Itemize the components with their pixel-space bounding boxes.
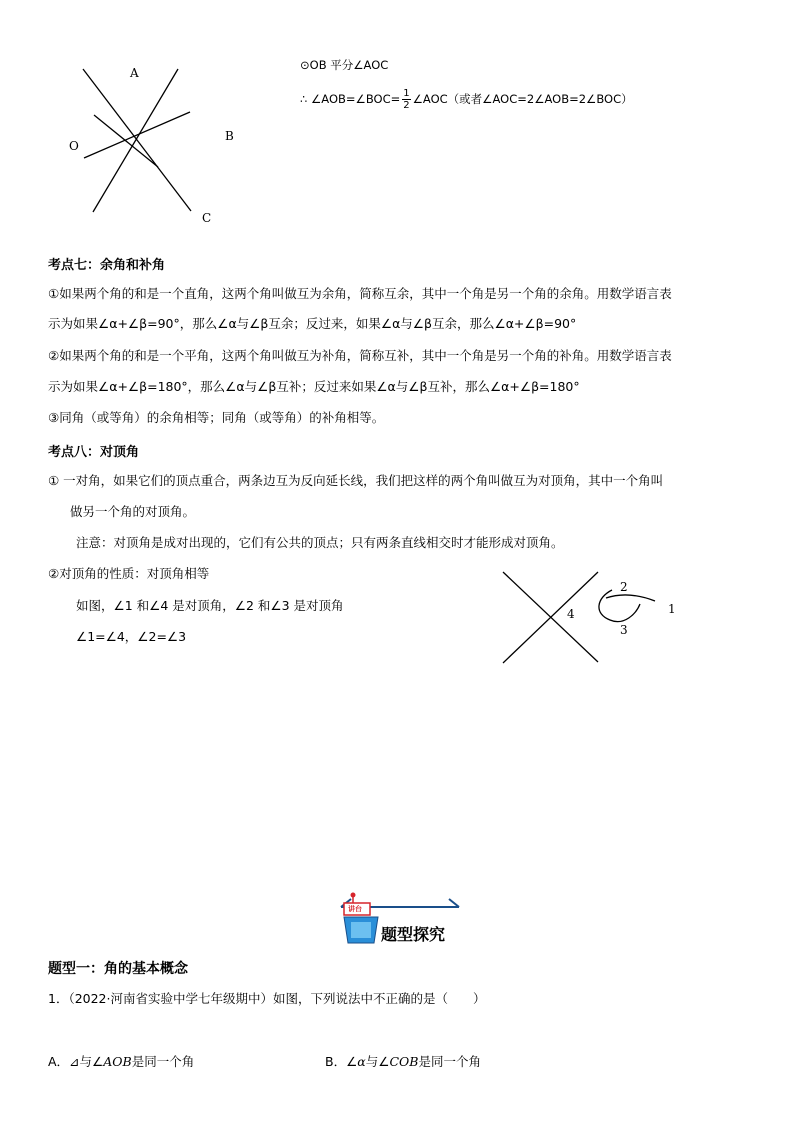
kp7-heading: 考点七：余角和补角 xyxy=(48,258,166,273)
option-b-label: B． xyxy=(325,1054,347,1069)
option-b-alpha: α xyxy=(357,1054,366,1069)
option-b-pre: ∠ xyxy=(346,1054,358,1069)
qtype1-heading: 题型一：角的基本概念 xyxy=(48,961,188,977)
kp8-example-1: 如图，∠1 和∠4 是对顶角，∠2 和∠3 是对顶角 xyxy=(76,598,344,613)
option-b xyxy=(325,1054,481,1070)
kp7-paragraph-1a: ①如果两个角的和是一个直角，这两个角叫做互为余角，简称互余，其中一个角是另一个角的余角。用数学语言表 xyxy=(48,286,672,301)
kp8-paragraph-1b: 做另一个角的对顶角。 xyxy=(70,504,196,519)
kp8-example-2: ∠1=∠4，∠2=∠3 xyxy=(76,629,187,644)
kp8-paragraph-1a: ① 一对角，如果它们的顶点重合，两条边互为反向延长线，我们把这样的两个角叫做互为对顶角，其中一个角叫 xyxy=(48,473,664,488)
kp7-paragraph-2a: ②如果两个角的和是一个平角，这两个角叫做互为补角，简称互补，其中一个角是另一个角的补角。用数学语言表 xyxy=(48,348,672,363)
option-b-angle-name: COB xyxy=(389,1054,419,1069)
kp8-note: 注意：对顶角是成对出现的，它们有公共的顶点；只有两条直线相交时才能形成对顶角。 xyxy=(76,535,564,550)
option-a-mid: 与∠ xyxy=(79,1054,104,1069)
kp7-paragraph-3: ③同角（或等角）的余角相等；同角（或等角）的补角相等。 xyxy=(48,410,385,425)
fig2-label-2: 2 xyxy=(620,580,628,594)
option-a-angle-name: AOB xyxy=(103,1054,132,1069)
option-a xyxy=(48,1054,194,1070)
fig1-label-a: A xyxy=(130,66,139,80)
option-b-end: 是同一个角 xyxy=(418,1054,481,1069)
option-a-symbol: ⊿ xyxy=(69,1054,80,1069)
kp8-heading: 考点八：对顶角 xyxy=(48,445,140,460)
kp8-property: ②对顶角的性质：对顶角相等 xyxy=(48,566,210,581)
fig1-label-o: O xyxy=(69,139,79,153)
fig2-label-3: 3 xyxy=(620,623,628,637)
podium-badge: 讲台 xyxy=(348,905,362,913)
bisector-statement: ⊙OB 平分∠AOC xyxy=(300,58,389,72)
fig1-label-c: C xyxy=(202,211,212,225)
section-banner-title: 题型探究 xyxy=(381,925,446,944)
bisector-conclusion-pre: ∴ ∠AOB=∠BOC= xyxy=(300,92,401,106)
question-1: 1．（2022·河南省实验中学七年级期中）如图，下列说法中不正确的是（ ） xyxy=(48,991,486,1006)
option-a-end: 是同一个角 xyxy=(131,1054,195,1069)
fig1-label-b: B xyxy=(225,129,234,143)
bisector-conclusion-post: ∠AOC（或者∠AOC=2∠AOB=2∠BOC） xyxy=(412,92,633,106)
option-b-mid: 与∠ xyxy=(365,1054,390,1069)
option-a-label: A． xyxy=(48,1054,70,1069)
fig2-label-4: 4 xyxy=(567,607,575,621)
fraction-numerator: 1 xyxy=(403,88,410,99)
fig2-label-1: 1 xyxy=(668,602,676,616)
kp7-paragraph-2b: 示为如果∠α+∠β=180°，那么∠α与∠β互补；反过来如果∠α与∠β互补，那么∠α+∠β=180° xyxy=(48,379,580,394)
fraction-denominator: 2 xyxy=(403,100,410,111)
kp7-paragraph-1b: 示为如果∠α+∠β=90°，那么∠α与∠β互余；反过来，如果∠α与∠β互余，那么∠α+∠β=90° xyxy=(48,316,577,331)
